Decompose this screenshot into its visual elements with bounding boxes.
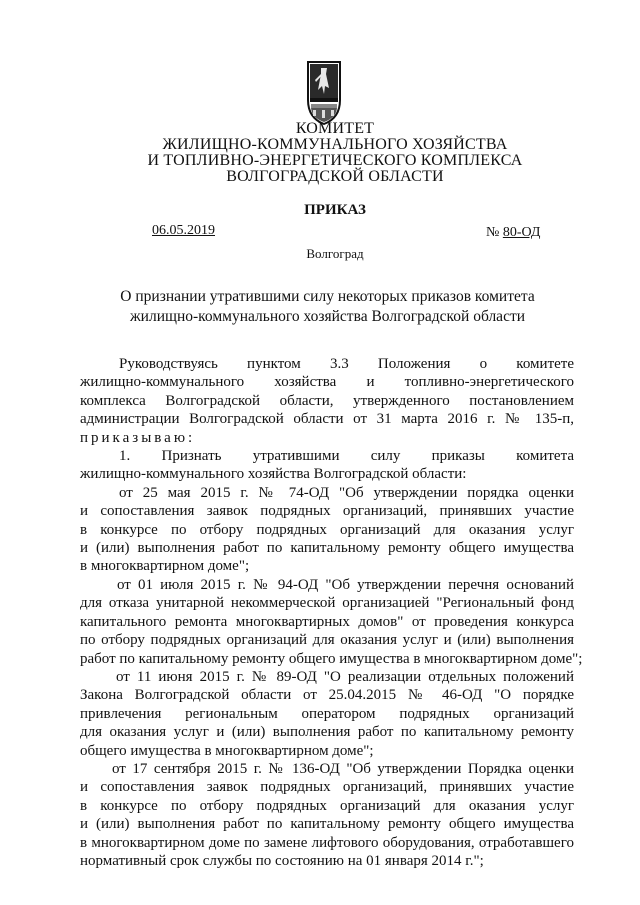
- title-line: жилищно-коммунального хозяйства Волгоградской области: [129, 308, 526, 325]
- order-date: 06.05.2019: [152, 223, 215, 238]
- body-line: комплекса Волгоградской области, утвержденного постановлением: [80, 392, 574, 409]
- organization-header: [0, 121, 640, 185]
- body-line: 1. Признать утратившими силу приказы комитета: [119, 448, 574, 465]
- org-line: ВОЛГОГРАДСКОЙ ОБЛАСТИ: [226, 168, 444, 185]
- body-line: и (или) выполнения работ по капитальному ремонту общего имущества: [80, 540, 574, 557]
- body-line: в конкурсе по отбору подрядных организаций для оказания услуг: [80, 797, 574, 814]
- body-line: от 25 мая 2015 г. № 74-ОД "Об утверждении порядка оценки: [119, 484, 574, 501]
- city: Волгоград: [306, 246, 364, 261]
- body-line: в многоквартирном доме по замене лифтового оборудования, отработавшего: [80, 834, 574, 851]
- body-line: от 01 июля 2015 г. № 94-ОД "Об утверждении перечня оснований: [117, 576, 574, 593]
- body-line: от 17 сентября 2015 г. № 136-ОД "Об утверждении Порядка оценки: [112, 760, 574, 777]
- body-line: капитального ремонта многоквартирных домов" от проведения конкурса: [80, 613, 574, 630]
- org-line: КОМИТЕТ: [295, 120, 375, 137]
- body-line: жилищно-коммунального хозяйства и топливно-энергетического: [80, 374, 574, 391]
- body-line: для отказа унитарной некоммерческой организацией "Региональный фонд: [80, 595, 574, 612]
- body-line: в многоквартирном доме";: [80, 558, 250, 575]
- body-line: администрации Волгоградской области от 31 марта 2016 г. № 135-п,: [80, 411, 574, 428]
- body-line: для оказания услуг и (или) выполнения работ по капитальному ремонту: [80, 724, 574, 741]
- body-line: и сопоставления заявок подрядных организаций, принявших участие: [80, 779, 574, 796]
- org-line: ЖИЛИЩНО-КОММУНАЛЬНОГО ХОЗЯЙСТВА: [162, 136, 508, 153]
- body-line: в конкурсе по отбору подрядных организаций для оказания услуг: [80, 521, 574, 538]
- order-body: [80, 355, 583, 870]
- body-line: Закона Волгоградской области от 25.04.2015 № 46-ОД "О порядке: [80, 687, 574, 704]
- body-line: работ по капитальному ремонту общего имущества в многоквартирном доме";: [80, 650, 583, 667]
- volgograd-coat-of-arms-icon: [305, 60, 343, 126]
- body-line: по отбору подрядных организаций для оказания услуг и (или) выполнения: [80, 632, 574, 649]
- body-line: и сопоставления заявок подрядных организаций, принявших участие: [80, 503, 574, 520]
- body-line: и (или) выполнения работ по капитальному ремонту общего имущества: [80, 816, 574, 833]
- body-line: нормативный срок службы по состоянию на 01 января 2014 г.";: [80, 852, 484, 869]
- body-line: жилищно-коммунального хозяйства Волгоградской области:: [80, 466, 467, 483]
- body-line: от 11 июня 2015 г. № 89-ОД "О реализации отдельных положений: [116, 668, 574, 685]
- order-title: [0, 287, 640, 327]
- body-line: приказываю:: [80, 429, 196, 446]
- doc-type-heading: ПРИКАЗ: [304, 202, 366, 218]
- body-line: Руководствуясь пунктом 3.3 Положения о комитете: [119, 356, 574, 372]
- org-line: И ТОПЛИВНО-ЭНЕРГЕТИЧЕСКОГО КОМПЛЕКСА: [147, 152, 523, 169]
- body-line: привлечения региональным оператором подрядных организаций: [80, 705, 574, 722]
- order-number: № 80-ОД: [486, 225, 541, 240]
- body-line: общего имущества в многоквартирном доме";: [80, 742, 374, 759]
- title-line: О признании утратившими силу некоторых приказов комитета: [120, 288, 535, 305]
